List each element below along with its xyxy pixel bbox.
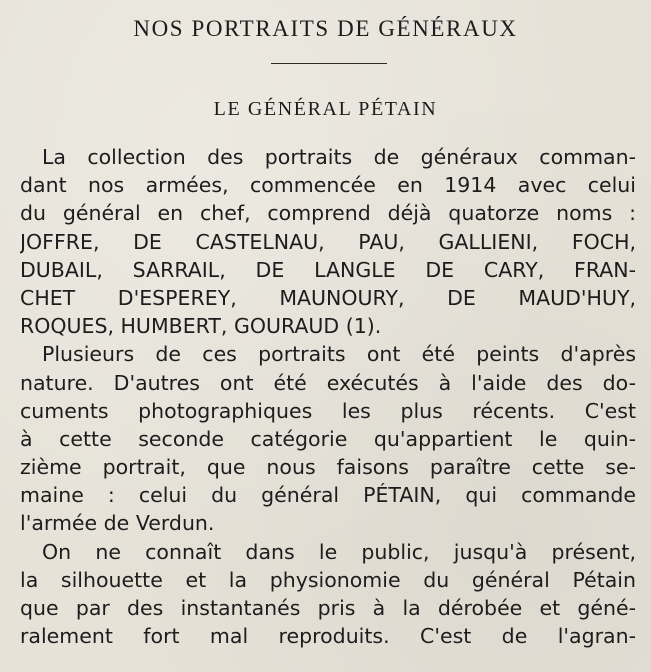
paragraph-line: l'armée de Verdun. [20, 511, 215, 536]
paragraph-line: que par des instantanés pris à la dérobée et géné- [20, 596, 636, 620]
paragraph-line: la silhouette et la physionomie du général Pétain [20, 567, 636, 592]
article-body [20, 143, 636, 650]
paragraph-line: zième portrait, que nous faisons paraître cette se- [20, 455, 636, 480]
paragraph-line: ROQUES, HUMBERT, GOURAUD (1). [20, 314, 382, 339]
paragraph-line: Plusieurs de ces portraits ont été peints d'après [42, 342, 636, 367]
paragraph-line: CHET D'ESPEREY, MAUNOURY, DE MAUD'HUY, [20, 285, 636, 310]
paragraph-line: du général en chef, comprend déjà quatorze noms : [20, 201, 636, 226]
paragraph-line: On ne connaît dans le public, jusqu'à présent, [42, 539, 636, 564]
article-title: LE GÉNÉRAL PÉTAIN [213, 98, 438, 120]
paragraph-line: JOFFRE, DE CASTELNAU, PAU, GALLIENI, FOCH, [20, 229, 636, 254]
paragraph-line: nature. D'autres ont été exécutés à l'aide des do- [20, 370, 636, 395]
title-divider [271, 63, 387, 64]
paragraph-line: ralement fort mal reproduits. C'est de l'agran- [20, 624, 636, 649]
paragraph-line: maine : celui du général PÉTAIN, qui commande [20, 483, 636, 508]
paragraph-line: à cette seconde catégorie qu'appartient le quin- [20, 426, 636, 451]
section-title: NOS PORTRAITS DE GÉNÉRAUX [133, 16, 518, 41]
paragraph-line: La collection des portraits de généraux comman- [42, 145, 636, 169]
paragraph-line: dant nos armées, commencée en 1914 avec celui [20, 173, 636, 198]
paragraph-line: cuments photographiques les plus récents. C'est [20, 398, 636, 423]
paragraph-line: DUBAIL, SARRAIL, DE LANGLE DE CARY, FRAN- [20, 257, 636, 282]
